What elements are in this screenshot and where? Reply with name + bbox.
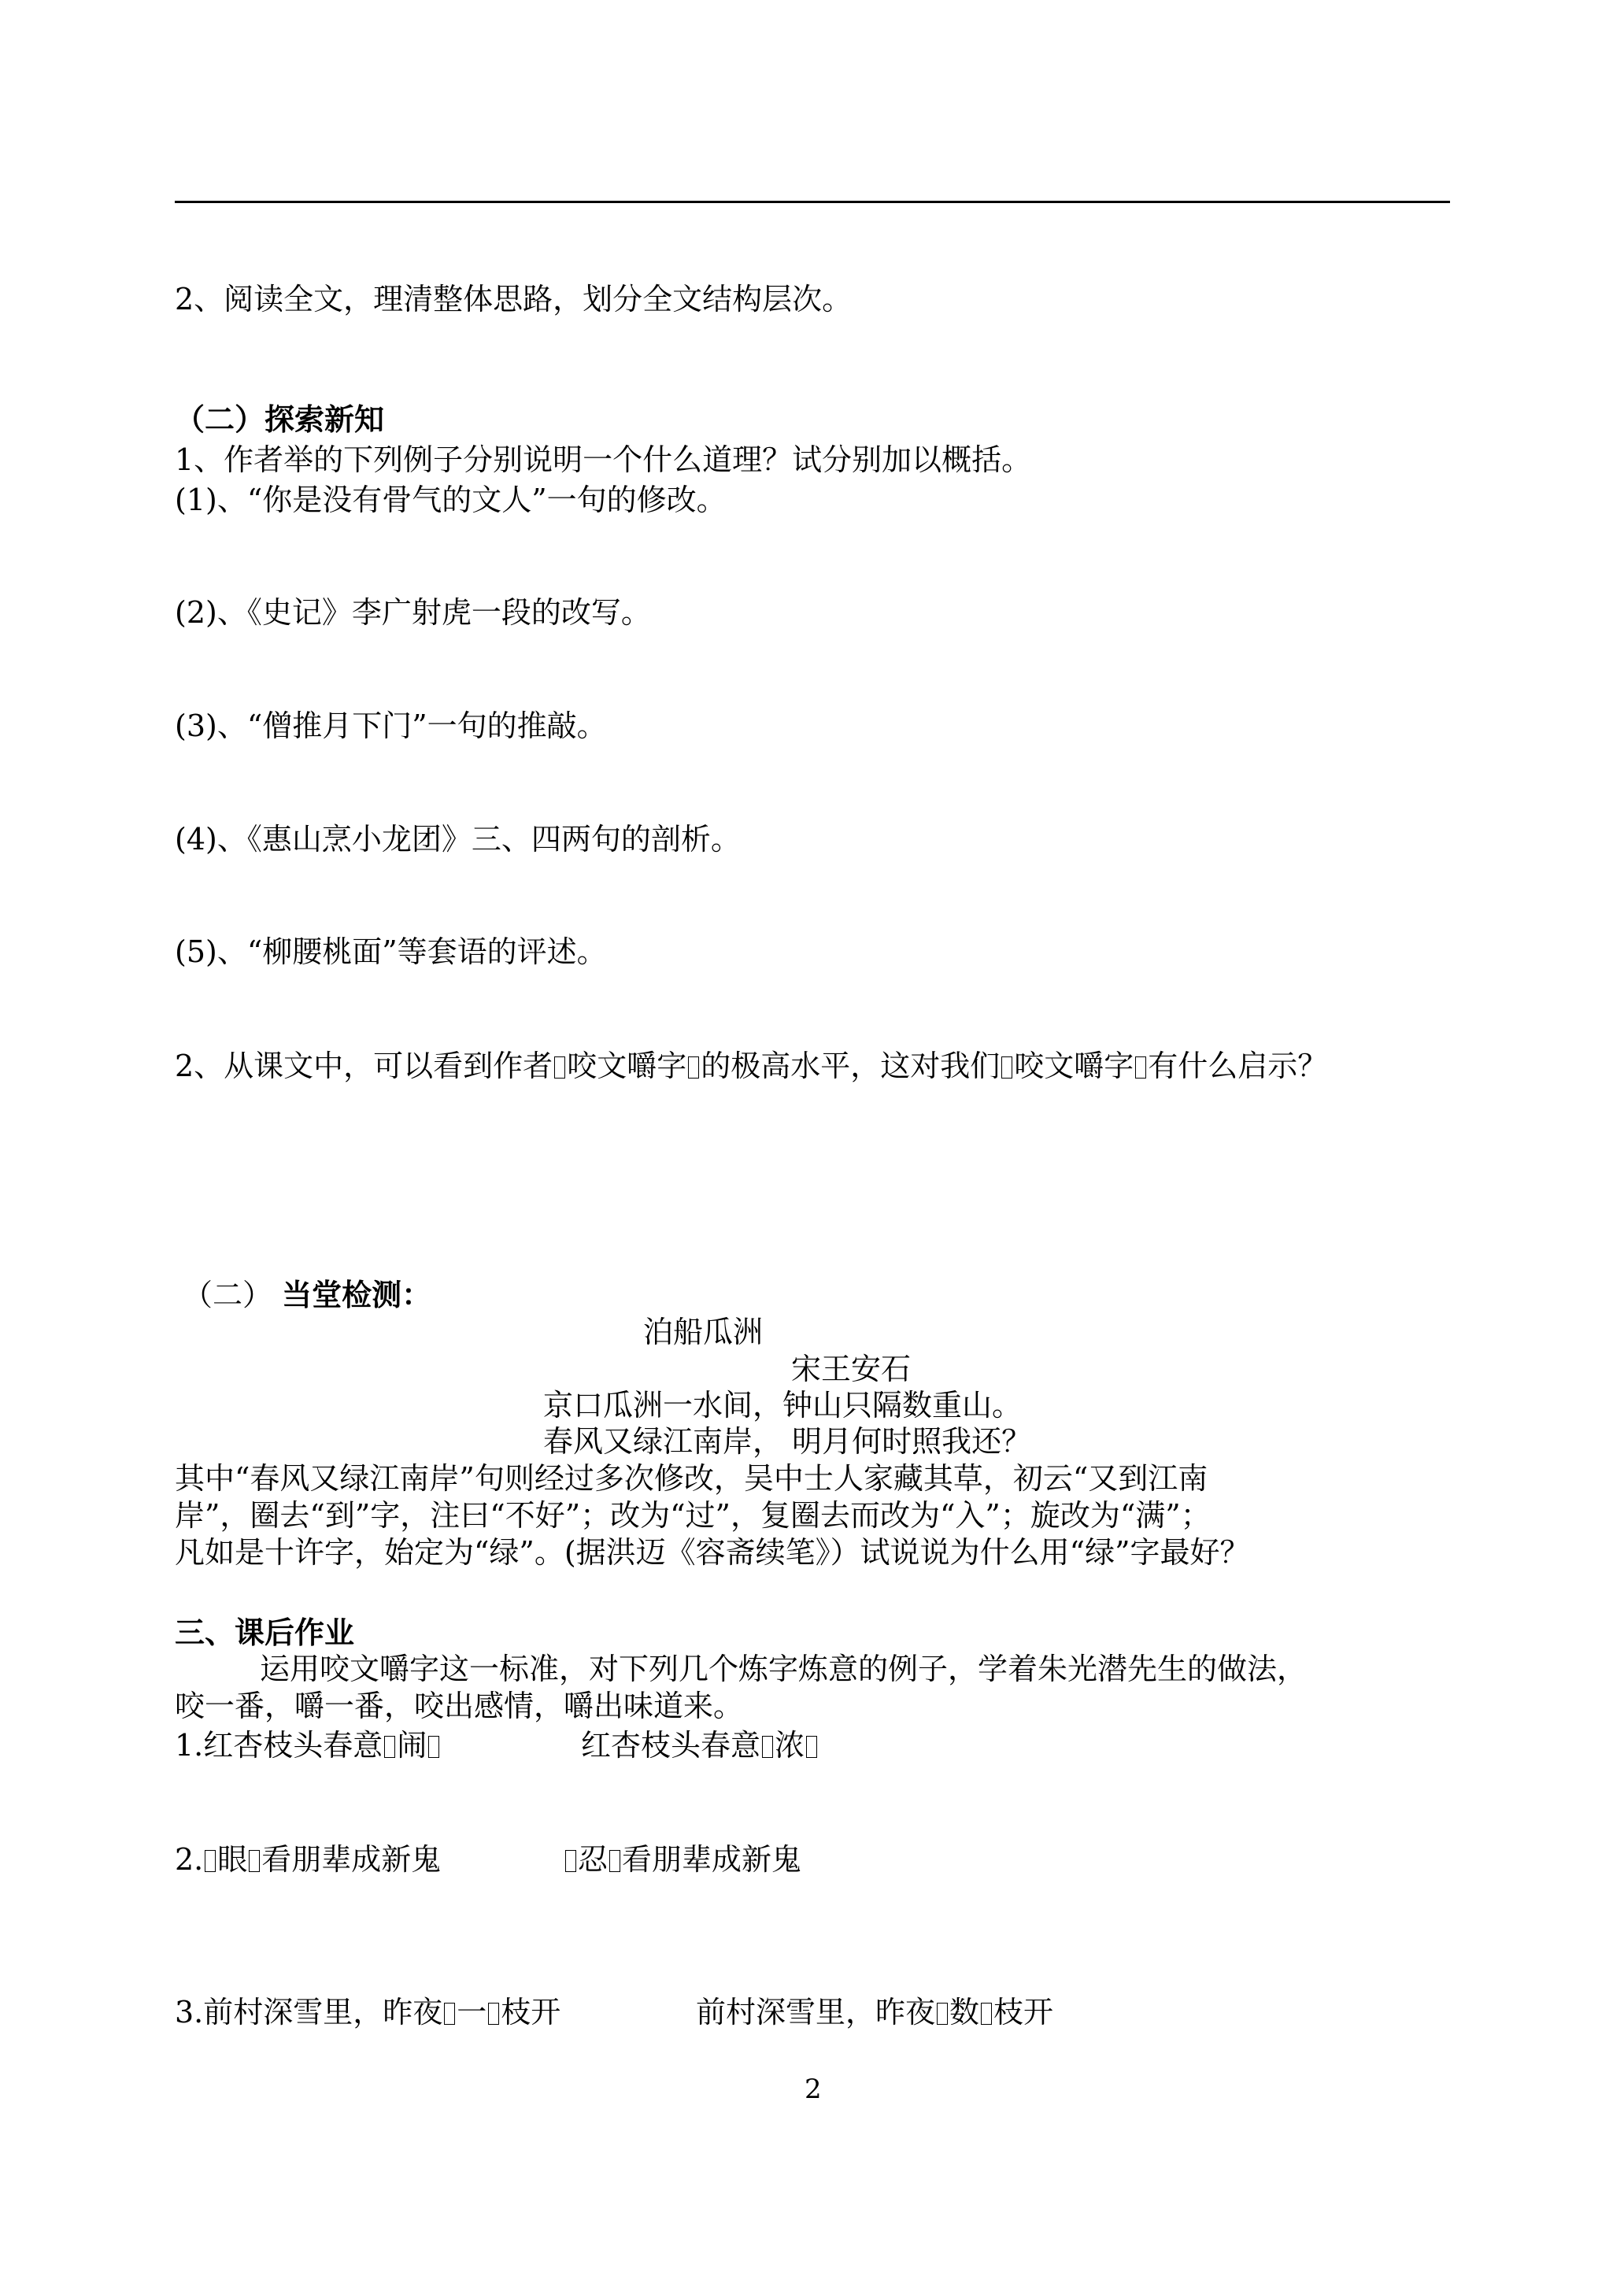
example-item-3: (3)、“僧推月下门”一句的推敲。: [175, 709, 607, 743]
commentary-line-3: 凡如是十许字，始定为“绿”。(据洪迈《容斋续笔》）试说说为什么用“绿”字最好？: [175, 1535, 1250, 1570]
placeholder-box: [444, 2003, 455, 2025]
homework-example-1b: 红杏枝头春意 浓: [581, 1727, 819, 1763]
placeholder-box: [981, 2003, 992, 2025]
placeholder-box: [937, 2003, 948, 2025]
placeholder-box: [806, 1736, 817, 1758]
example-item-4: (4)、《惠山烹小龙团》三、四两句的剖析。: [175, 822, 741, 857]
placeholder-box: [1135, 1056, 1146, 1079]
example-item-1: (1)、“你是没有骨气的文人”一句的修改。: [175, 483, 727, 517]
placeholder-box: [488, 2003, 499, 2025]
page-number: 2: [805, 2074, 822, 2105]
placeholder-box: [762, 1736, 773, 1758]
explore-question-1: 1、作者举的下列例子分别说明一个什么道理？试分别加以概括。: [175, 442, 1032, 477]
poem-author: 宋王安石: [791, 1352, 912, 1386]
placeholder-box: [688, 1056, 699, 1079]
homework-intro-line-1: 运用咬文嚼字这一标准，对下列几个炼字炼意的例子，学着朱光潜先生的做法，: [260, 1652, 1308, 1686]
section-heading-explore: （二）探索新知: [175, 402, 385, 437]
example-item-5: (5)、“柳腰桃面”等套语的评述。: [175, 934, 607, 969]
homework-intro-line-2: 咬一番，嚼一番，咬出感情，嚼出味道来。: [175, 1689, 744, 1723]
explore-question-2: 2、从课文中，可以看到作者 咬文嚼字 的极高水平，这对我们 咬文嚼字 有什么启示？: [175, 1049, 1328, 1083]
example-item-2: (2)、《史记》李广射虎一段的改写。: [175, 595, 651, 630]
commentary-line-1: 其中“春风又绿江南岸”句则经过多次修改，吴中士人家藏其草，初云“又到江南: [175, 1461, 1208, 1496]
section-heading-test: （二） 当堂检测：: [183, 1278, 432, 1312]
poem-line-1: 京口瓜洲一水间，钟山只隔数重山。: [543, 1388, 1023, 1423]
placeholder-box: [565, 1850, 576, 1872]
homework-example-3b: 前村深雪里，昨夜 数 枝开: [696, 1995, 1054, 2029]
poem-title: 泊船瓜洲: [643, 1315, 764, 1349]
section-heading-homework: 三、课后作业: [175, 1615, 355, 1650]
homework-example-2a: 2. 眼 看朋辈成新鬼: [175, 1842, 442, 1877]
placeholder-box: [249, 1850, 260, 1872]
placeholder-box: [384, 1736, 395, 1758]
placeholder-box: [554, 1056, 565, 1079]
placeholder-box: [1001, 1056, 1012, 1079]
homework-example-2b: 忍 看朋辈成新鬼: [564, 1841, 801, 1878]
homework-example-3a: 3.前村深雪里，昨夜 一 枝开: [175, 1995, 561, 2029]
reading-question: 2、阅读全文，理清整体思路，划分全文结构层次。: [175, 282, 853, 316]
placeholder-box: [428, 1736, 439, 1758]
poem-line-2: 春风又绿江南岸， 明月何时照我还？: [543, 1424, 1032, 1459]
placeholder-box: [609, 1850, 620, 1872]
placeholder-box: [205, 1850, 216, 1872]
commentary-line-2: 岸”，圈去“到”字，注曰“不好”；改为“过”，复圈去而改为“入”；旋改为“满”；: [175, 1498, 1211, 1533]
homework-example-1a: 1.红杏枝头春意 闹: [175, 1727, 441, 1763]
header-rule: [175, 201, 1450, 203]
